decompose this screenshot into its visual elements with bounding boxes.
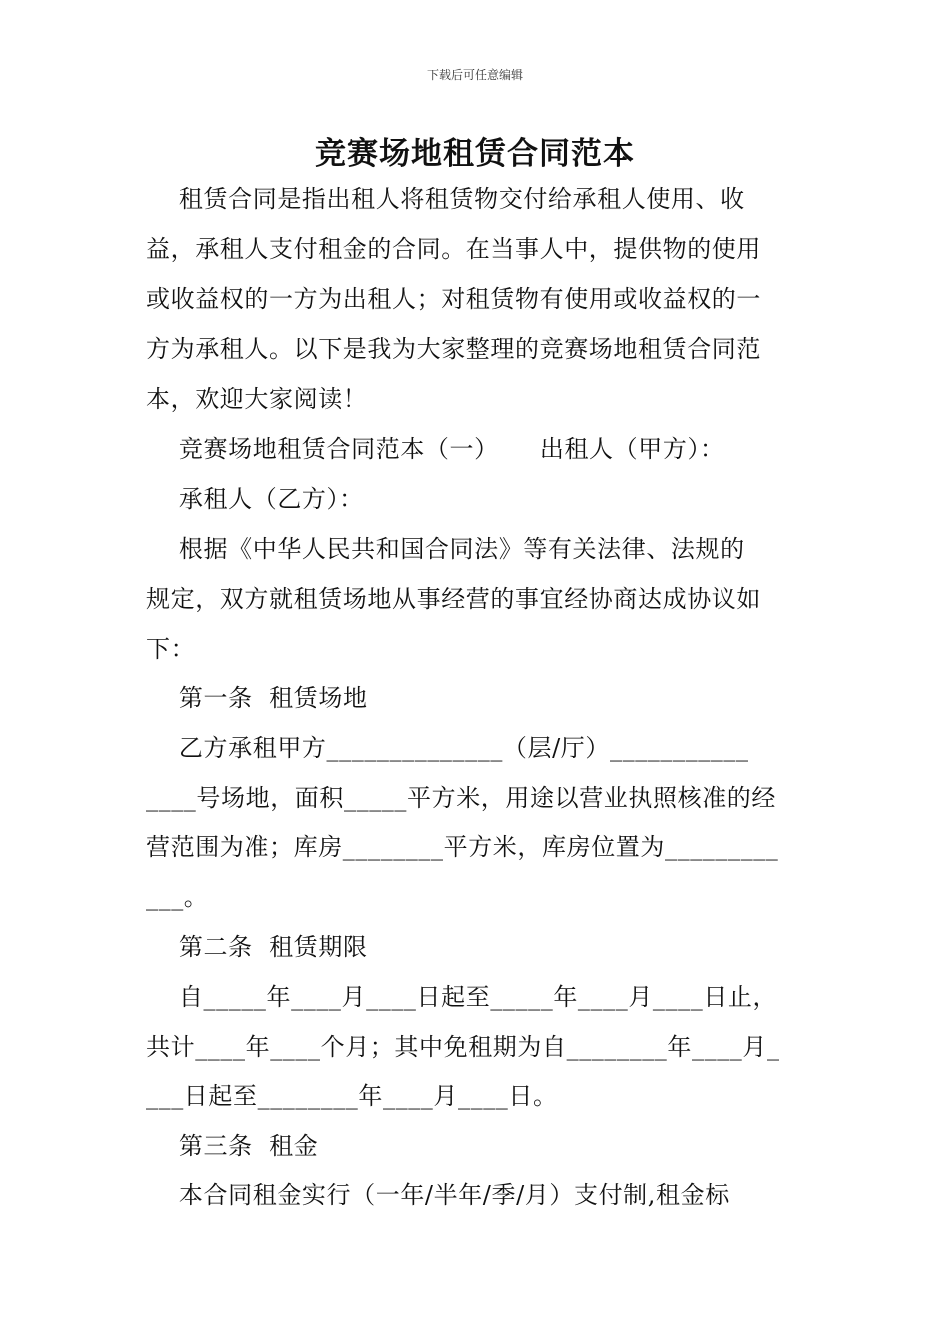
body-line: 本合同租金实行（一年/半年/季/月）支付制,租金标 xyxy=(146,1181,730,1209)
body-line: 乙方承租甲方______________（层/厅）___________ xyxy=(146,734,749,762)
body-line: ____号场地，面积_____平方米，用途以营业执照核准的经 xyxy=(146,784,776,812)
body-line: 规定，双方就租赁场地从事经营的事宜经协商达成协议如 xyxy=(146,585,761,613)
body-line: 或收益权的一方为出租人；对租赁物有使用或收益权的一 xyxy=(146,285,761,313)
body-line: 承租人（乙方）： xyxy=(146,485,364,513)
header-note: 下载后可任意编辑 xyxy=(426,68,523,82)
section-heading: 第三条 租金 xyxy=(146,1132,319,1160)
body-line: 本，欢迎大家阅读！ xyxy=(146,385,368,413)
body-line: 根据《中华人民共和国合同法》等有关法律、法规的 xyxy=(146,535,745,563)
section-heading: 第一条 租赁场地 xyxy=(146,684,368,712)
body-line: 营范围为准；库房________平方米，库房位置为_________ xyxy=(146,833,779,861)
body-line: 益，承租人支付租金的合同。在当事人中，提供物的使用 xyxy=(146,235,761,263)
body-line: 共计____年____个月；其中免租期为自________年____月_ xyxy=(146,1033,780,1061)
body-line: 下： xyxy=(146,635,196,663)
document-title: 竞赛场地租赁合同范本 xyxy=(315,136,635,172)
body-line: 竞赛场地租赁合同范本（一） 出租人（甲方）： xyxy=(146,435,725,463)
body-line: 自_____年____月____日起至_____年____月____日止， xyxy=(146,983,778,1011)
body-line: ___日起至________年____月____日。 xyxy=(146,1082,558,1110)
body-line: ___。 xyxy=(146,883,209,911)
section-heading: 第二条 租赁期限 xyxy=(146,933,368,961)
body-line: 方为承租人。以下是我为大家整理的竞赛场地租赁合同范 xyxy=(146,335,761,363)
body-line: 租赁合同是指出租人将租赁物交付给承租人使用、收 xyxy=(146,185,745,213)
